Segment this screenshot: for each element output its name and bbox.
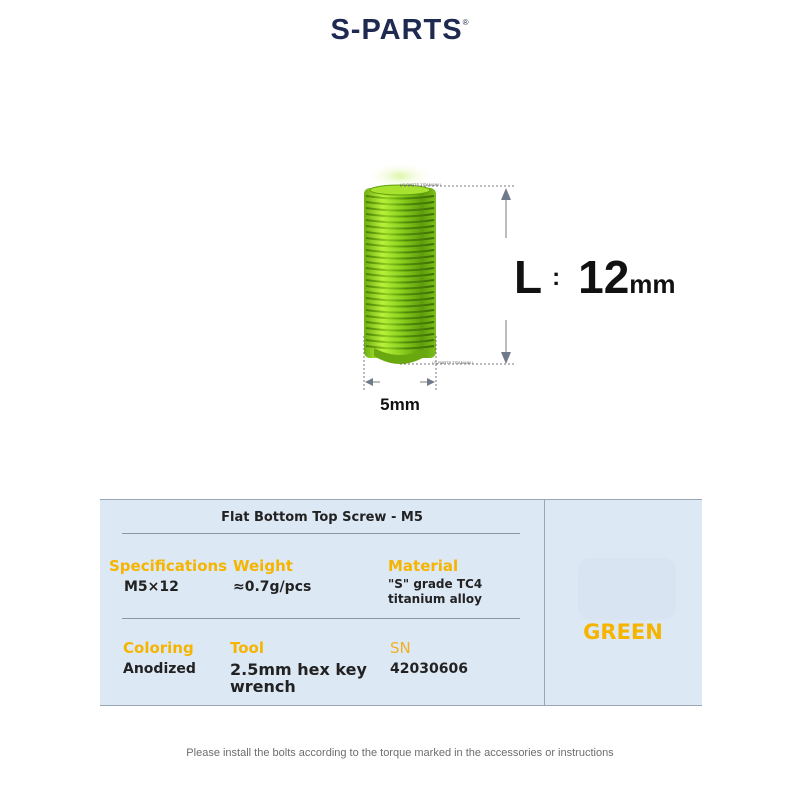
length-letter: L — [514, 251, 543, 303]
width-label: 5mm — [380, 395, 420, 414]
length-separator: : — [552, 264, 561, 291]
right-arrow-icon — [427, 378, 435, 386]
field-material — [388, 557, 482, 607]
weight-value: ≈0.7g/pcs — [233, 579, 312, 595]
bottom-engraving: / S-PARTS TITANIUM / — [432, 360, 474, 365]
install-note: Please install the bolts according to the torque marked in the accessories or instructions — [186, 747, 614, 759]
field-specifications — [109, 557, 227, 595]
color-swatch — [578, 558, 676, 620]
tool-value-line2: wrench — [230, 677, 296, 696]
top-engraving: / S-PARTS TITANIUM / — [400, 182, 442, 187]
weight-label: Weight — [233, 557, 293, 575]
left-arrow-icon — [365, 378, 373, 386]
screw-body — [364, 188, 436, 358]
color-name: GREEN — [583, 620, 663, 644]
coloring-value: Anodized — [123, 661, 196, 677]
coloring-label: Coloring — [123, 639, 194, 657]
divider-middle — [122, 618, 520, 619]
field-weight — [233, 557, 311, 595]
brand-name: S-PARTS — [330, 14, 463, 46]
specifications-label: Specifications — [109, 557, 228, 575]
tool-label: Tool — [230, 639, 264, 657]
down-arrow-icon — [501, 352, 511, 364]
spec-title: Flat Bottom Top Screw - M5 — [221, 510, 423, 525]
sn-label: SN — [390, 639, 411, 657]
sn-value: 42030606 — [390, 661, 468, 677]
up-arrow-icon — [501, 188, 511, 200]
length-value: 12 — [578, 251, 630, 303]
field-sn — [390, 639, 468, 677]
spec-table — [100, 499, 702, 706]
field-tool — [230, 639, 367, 695]
material-value-line1: "S" grade TC4 — [388, 577, 483, 591]
length-unit: mm — [629, 269, 676, 299]
field-coloring — [123, 639, 196, 677]
divider-top — [122, 533, 520, 534]
length-label — [514, 250, 676, 304]
tool-value-line1: 2.5mm hex key — [230, 660, 367, 679]
material-value-line2: titanium alloy — [388, 592, 482, 606]
material-label: Material — [388, 557, 459, 575]
divider-vertical — [544, 500, 545, 705]
set-screw — [364, 185, 436, 364]
registered-mark: ® — [462, 18, 470, 27]
specifications-value: M5×12 — [124, 579, 179, 595]
